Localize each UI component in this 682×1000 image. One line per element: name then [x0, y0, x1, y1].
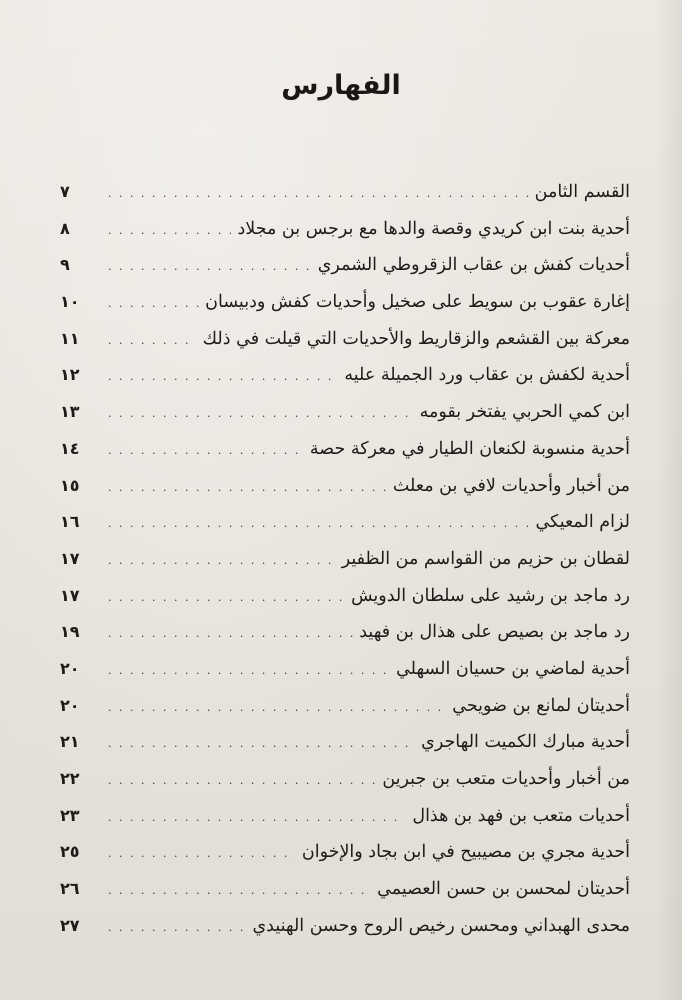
toc-entry-page: ٢٦	[60, 879, 80, 899]
toc-entry-page: ١٣	[60, 402, 80, 422]
toc-entry	[60, 431, 630, 468]
toc-entry	[60, 174, 630, 211]
toc-entry-title: أحدية مجري بن مصيبيح في ابن بجاد والإخوان	[301, 842, 630, 863]
toc-entry-page: ٢٢	[60, 769, 80, 788]
toc-entry	[60, 504, 630, 541]
toc-entry-title: من أخبار وأحديات متعب بن جبرين	[382, 769, 630, 789]
toc-entry-title: معركة بين القشعم والزقاريط والأحديات التي قيلت في ذلك	[202, 328, 630, 349]
toc-entry-leader	[108, 763, 376, 800]
toc-entry-page: ١٧	[60, 548, 80, 568]
toc-entry	[60, 394, 630, 431]
toc-entry-leader	[108, 910, 246, 947]
toc-entry-page: ١٩	[60, 622, 80, 642]
toc-entry	[60, 761, 630, 798]
toc-entry-leader	[108, 249, 312, 286]
toc-entry-page: ٢٠	[60, 658, 80, 678]
toc-entry	[60, 468, 630, 505]
toc-entry-page: ١١	[60, 328, 80, 348]
toc-entry-title: محدى الهبداني ومحسن رخيص الروح وحسن الهنيدي	[252, 915, 630, 936]
toc-entry-title: القسم الثامن	[534, 182, 630, 202]
toc-entry	[60, 284, 630, 321]
page-title: الفهارس	[281, 70, 401, 101]
toc-entry-page: ٢٠	[60, 695, 80, 715]
toc-entry-page: ٢١	[60, 732, 80, 752]
toc-entry	[60, 541, 630, 578]
toc-entry-page: ١٢	[60, 365, 80, 385]
toc-entry-leader	[108, 433, 304, 470]
table-of-contents	[60, 174, 630, 944]
toc-entry-page: ١٠	[60, 292, 80, 312]
toc-entry-title: أحدية بنت ابن كريدي وقصة والدها مع برجس بن مجلاد	[237, 218, 630, 239]
toc-entry-title: أحديات كفش بن عقاب الزقروطي الشمري	[317, 255, 630, 276]
toc-entry-leader	[108, 873, 371, 910]
toc-entry	[60, 908, 630, 945]
toc-entry	[60, 247, 630, 284]
toc-entry-title: أحديتان لمانع بن ضويحي	[452, 695, 630, 716]
toc-entry-title: أحدية منسوبة لكنعان الطيار في معركة حصة	[309, 438, 630, 459]
toc-entry-page: ٢٧	[60, 915, 80, 935]
toc-entry-title: رد ماجد بن بصيص على هذال بن فهيد	[359, 622, 630, 643]
toc-entry-page: ١٦	[60, 512, 80, 532]
toc-entry	[60, 688, 630, 725]
toc-entry-page: ٨	[60, 218, 70, 238]
toc-entry-page: ١٧	[60, 585, 80, 605]
toc-entry-leader	[108, 359, 338, 396]
toc-entry-leader	[108, 213, 231, 250]
toc-entry-title: أحدية لماضي بن حسيان السهلي	[396, 658, 630, 679]
toc-entry-title: أحديات متعب بن فهد بن هذال	[412, 805, 630, 826]
toc-entry-page: ٢٥	[60, 842, 80, 862]
toc-entry-page: ١٥	[60, 475, 80, 495]
toc-entry-leader	[108, 286, 199, 323]
toc-entry	[60, 871, 630, 908]
toc-entry-title: إغارة عقوب بن سويط على صخيل وأحديات كفش ودبيسان	[205, 292, 630, 313]
toc-entry-leader	[108, 323, 197, 360]
toc-entry-title: أحديتان لمحسن بن حسن العصيمي	[377, 879, 630, 900]
toc-entry	[60, 798, 630, 835]
toc-entry	[60, 578, 630, 615]
toc-entry-title: لزام المعيكي	[535, 512, 630, 533]
toc-entry-page: ٩	[60, 255, 70, 275]
toc-entry	[60, 357, 630, 394]
toc-entry-page: ١٤	[60, 438, 80, 458]
toc-entry-leader	[108, 396, 414, 433]
toc-entry	[60, 211, 630, 248]
toc-entry	[60, 724, 630, 761]
toc-entry-title: لقطان بن حزيم من القواسم من الظفير	[341, 548, 630, 569]
toc-entry-title: من أخبار وأحديات لافي بن معلث	[392, 475, 630, 496]
toc-entry-leader	[108, 616, 353, 653]
toc-entry-leader	[108, 470, 387, 507]
toc-entry-title: أحدية لكفش بن عقاب ورد الجميلة عليه	[344, 365, 630, 386]
toc-entry-leader	[108, 690, 446, 727]
toc-entry-leader	[108, 726, 415, 763]
toc-entry-leader	[108, 800, 406, 837]
toc-entry-leader	[108, 176, 529, 213]
toc-entry	[60, 834, 630, 871]
toc-entry-leader	[108, 653, 390, 690]
toc-entry-leader	[108, 543, 336, 580]
toc-entry-page: ٢٣	[60, 805, 80, 825]
toc-entry-leader	[108, 580, 345, 617]
toc-entry	[60, 614, 630, 651]
toc-entry	[60, 651, 630, 688]
toc-entry	[60, 321, 630, 358]
toc-entry-title: ابن كمي الحربي يفتخر بقومه	[419, 402, 630, 423]
toc-entry-title: رد ماجد بن رشيد على سلطان الدويش	[351, 585, 630, 606]
toc-entry-leader	[108, 836, 296, 873]
toc-entry-leader	[108, 506, 529, 543]
toc-entry-title: أحدية مبارك الكميت الهاجري	[421, 732, 630, 753]
toc-entry-page: ٧	[60, 182, 70, 201]
